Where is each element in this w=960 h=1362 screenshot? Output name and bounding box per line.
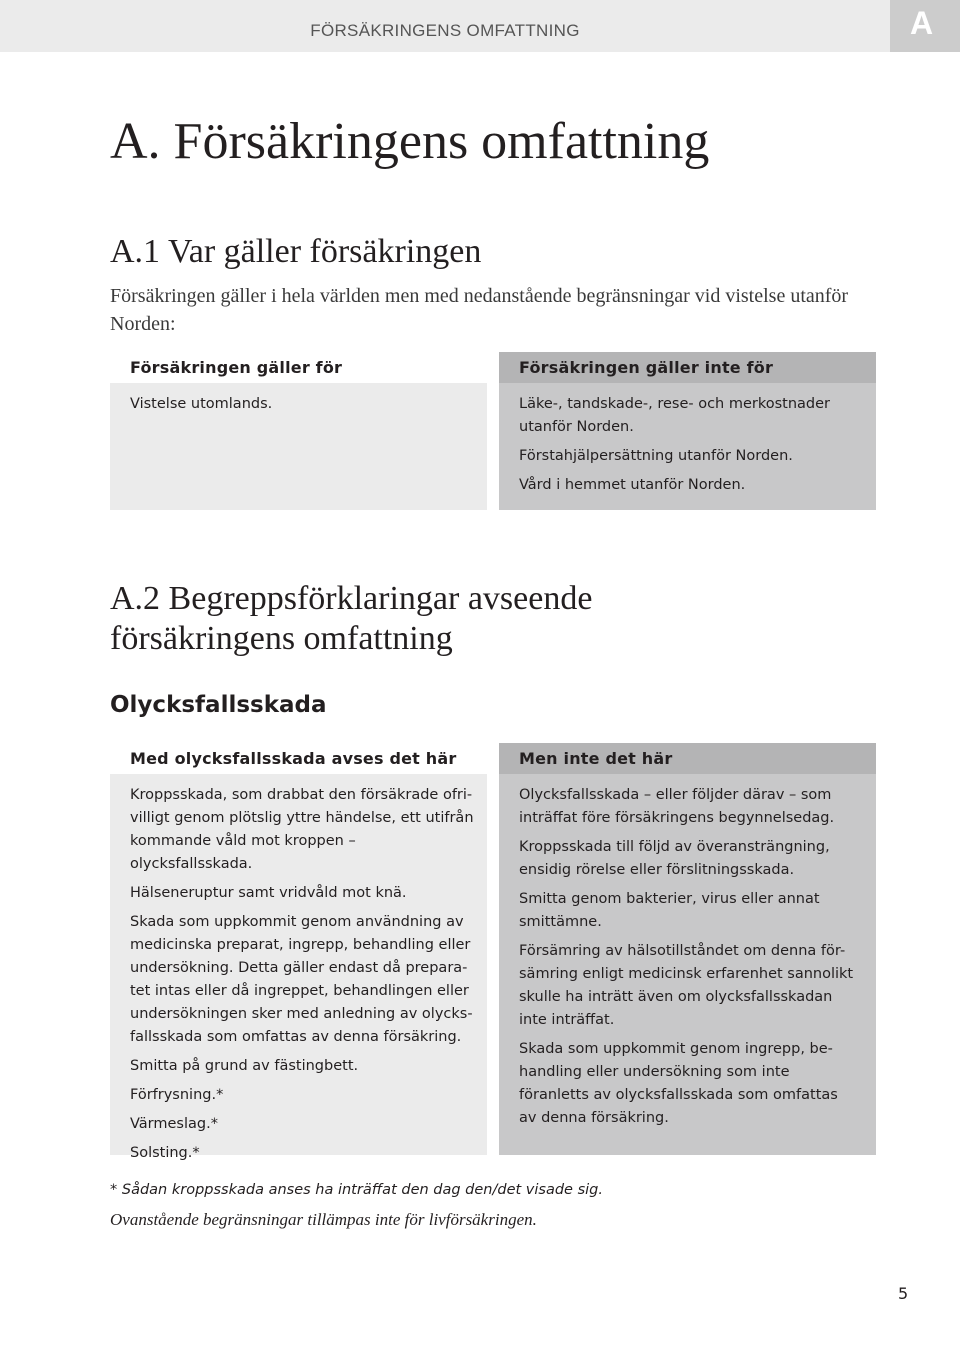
page-title: A. Försäkringens omfattning	[110, 113, 710, 170]
running-title: FÖRSÄKRINGENS OMFATTNING	[310, 21, 580, 40]
covered-item: Solsting.*	[130, 1145, 200, 1161]
applies-column	[110, 352, 487, 510]
section-2-heading-line-1: A.2 Begreppsförklaringar avseende	[110, 580, 593, 617]
not-applies-item: Förstahjälpersättning utanför Norden.	[519, 448, 793, 464]
covered-item: Hälseneruptur samt vridvåld mot knä.	[130, 885, 407, 901]
applies-item: Vistelse utomlands.	[130, 396, 273, 412]
covered-item: Kroppsskada, som drabbat den försäkrade ofri- villigt genom plötslig yttre händelse, ett utifrån kommande våld mot kroppen – olycksfallsskada.	[130, 787, 474, 872]
not-applies-item: Läke-, tandskade-, rese- och merkostnader utanför Norden.	[519, 396, 831, 435]
covered-item: Värmeslag.*	[130, 1116, 218, 1132]
not-applies-column	[499, 352, 876, 510]
covered-item: Förfrysning.*	[130, 1087, 224, 1103]
not-covered-item: Smitta genom bakterier, virus eller annat smittämne.	[519, 891, 820, 930]
applies-heading: Försäkringen gäller för	[110, 352, 487, 383]
section-tab	[890, 0, 960, 52]
not-covered-item: Skada som uppkommit genom ingrepp, be- handling eller undersökning som inte föranletts av olycksfallsskada som omfattas av denna försäkring.	[519, 1041, 838, 1126]
page-number: 5	[898, 1284, 909, 1303]
section-2-heading-line-2: försäkringens omfattning	[110, 620, 453, 657]
not-covered-item: Försämring av hälsotillståndet om denna för- sämring enligt medicinsk erfarenhet sannolikt skulle ha inträtt även om olycksfallsskadan inte inträffat.	[519, 943, 854, 1028]
section-1-intro: Försäkringen gäller i hela världen men med nedanstående begränsningar vid vistelse utanför Norden:	[110, 285, 849, 335]
not-applies-heading: Försäkringen gäller inte för	[499, 352, 876, 383]
not-covered-item: Olycksfallsskada – eller följder därav – som inträffat före försäkringens begynnelsedag.	[519, 787, 835, 826]
olycksfallsskada-heading: Olycksfallsskada	[110, 692, 327, 718]
not-covered-column	[499, 743, 876, 1155]
section-1-heading: A.1 Var gäller försäkringen	[110, 233, 482, 270]
limitation-note: Ovanstående begränsningar tillämpas inte för livförsäkringen.	[110, 1210, 537, 1229]
asterisk-footnote: * Sådan kroppsskada anses ha inträffat den dag den/det visade sig.	[110, 1182, 603, 1198]
section-letter: A	[910, 5, 934, 41]
covered-heading: Med olycksfallsskada avses det här	[110, 743, 487, 774]
covered-item: Smitta på grund av fästingbett.	[130, 1058, 359, 1074]
not-covered-heading: Men inte det här	[499, 743, 876, 774]
not-applies-item: Vård i hemmet utanför Norden.	[519, 477, 746, 493]
covered-item: Skada som uppkommit genom användning av medicinska preparat, ingrepp, behandling eller undersökning. Detta gäller endast då prepara- tet intas eller då ingreppet, behandlingen eller undersökningen sker med anledning av olycks- fallsskada som omfattas av denna försäkring.	[130, 914, 473, 1045]
not-covered-item: Kroppsskada till följd av överansträngning, ensidig rörelse eller förslitningsskada.	[519, 839, 830, 878]
covered-column	[110, 743, 487, 1161]
